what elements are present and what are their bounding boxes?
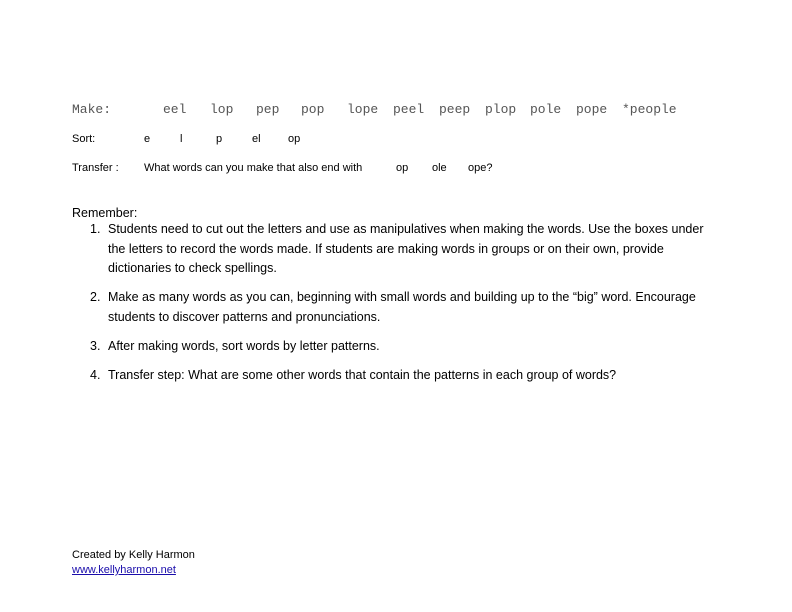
- list-item-text: Make as many words as you can, beginning with small words and building up to the “big” word. Encourage students to discover patterns and pronunciations.: [108, 290, 696, 324]
- list-item: [72, 288, 722, 327]
- transfer-label: Transfer :: [72, 162, 119, 174]
- list-item-number: 2.: [90, 290, 101, 304]
- make-label: Make:: [72, 102, 112, 117]
- make-word: *people: [622, 102, 677, 117]
- make-word: plop: [485, 102, 517, 117]
- make-word: pope: [576, 102, 608, 117]
- make-word: pep: [256, 102, 280, 117]
- list-item-number: 1.: [90, 222, 101, 236]
- list-item: [72, 337, 722, 357]
- make-word: pop: [301, 102, 325, 117]
- footer-credit: Created by Kelly Harmon: [72, 549, 195, 561]
- remember-heading: Remember:: [72, 206, 138, 220]
- transfer-question: What words can you make that also end with: [144, 162, 363, 174]
- make-word: peep: [439, 102, 471, 117]
- sort-pattern: p: [216, 133, 223, 145]
- list-item-text: Students need to cut out the letters and use as manipulatives when making the words. Use the boxes under the letters to record the words made. If students are making words in groups or on their own, provide dictionaries to check spellings.: [108, 222, 704, 275]
- make-word: pole: [530, 102, 562, 117]
- list-item-text: After making words, sort words by letter patterns.: [108, 338, 380, 353]
- transfer-ending: ole: [432, 162, 447, 174]
- transfer-ending: op: [396, 162, 409, 174]
- list-item-number: 4.: [90, 367, 101, 382]
- list-item-text: Transfer step: What are some other words that contain the patterns in each group of words?: [108, 367, 617, 382]
- sort-pattern: e: [144, 133, 151, 145]
- sort-label: Sort:: [72, 133, 96, 145]
- footer-website-link[interactable]: www.kellyharmon.net: [72, 564, 176, 576]
- make-word: lope: [347, 102, 379, 117]
- list-item: [72, 220, 722, 279]
- sort-pattern: l: [180, 133, 183, 145]
- list-item-number: 3.: [90, 338, 101, 353]
- instruction-list: [72, 220, 722, 395]
- make-word: eel: [163, 102, 187, 117]
- make-word: lop: [210, 102, 234, 117]
- sort-pattern: el: [252, 133, 261, 145]
- sort-pattern: op: [288, 133, 301, 145]
- transfer-ending: ope?: [468, 162, 493, 174]
- list-item: [72, 366, 722, 386]
- make-word: peel: [393, 102, 425, 117]
